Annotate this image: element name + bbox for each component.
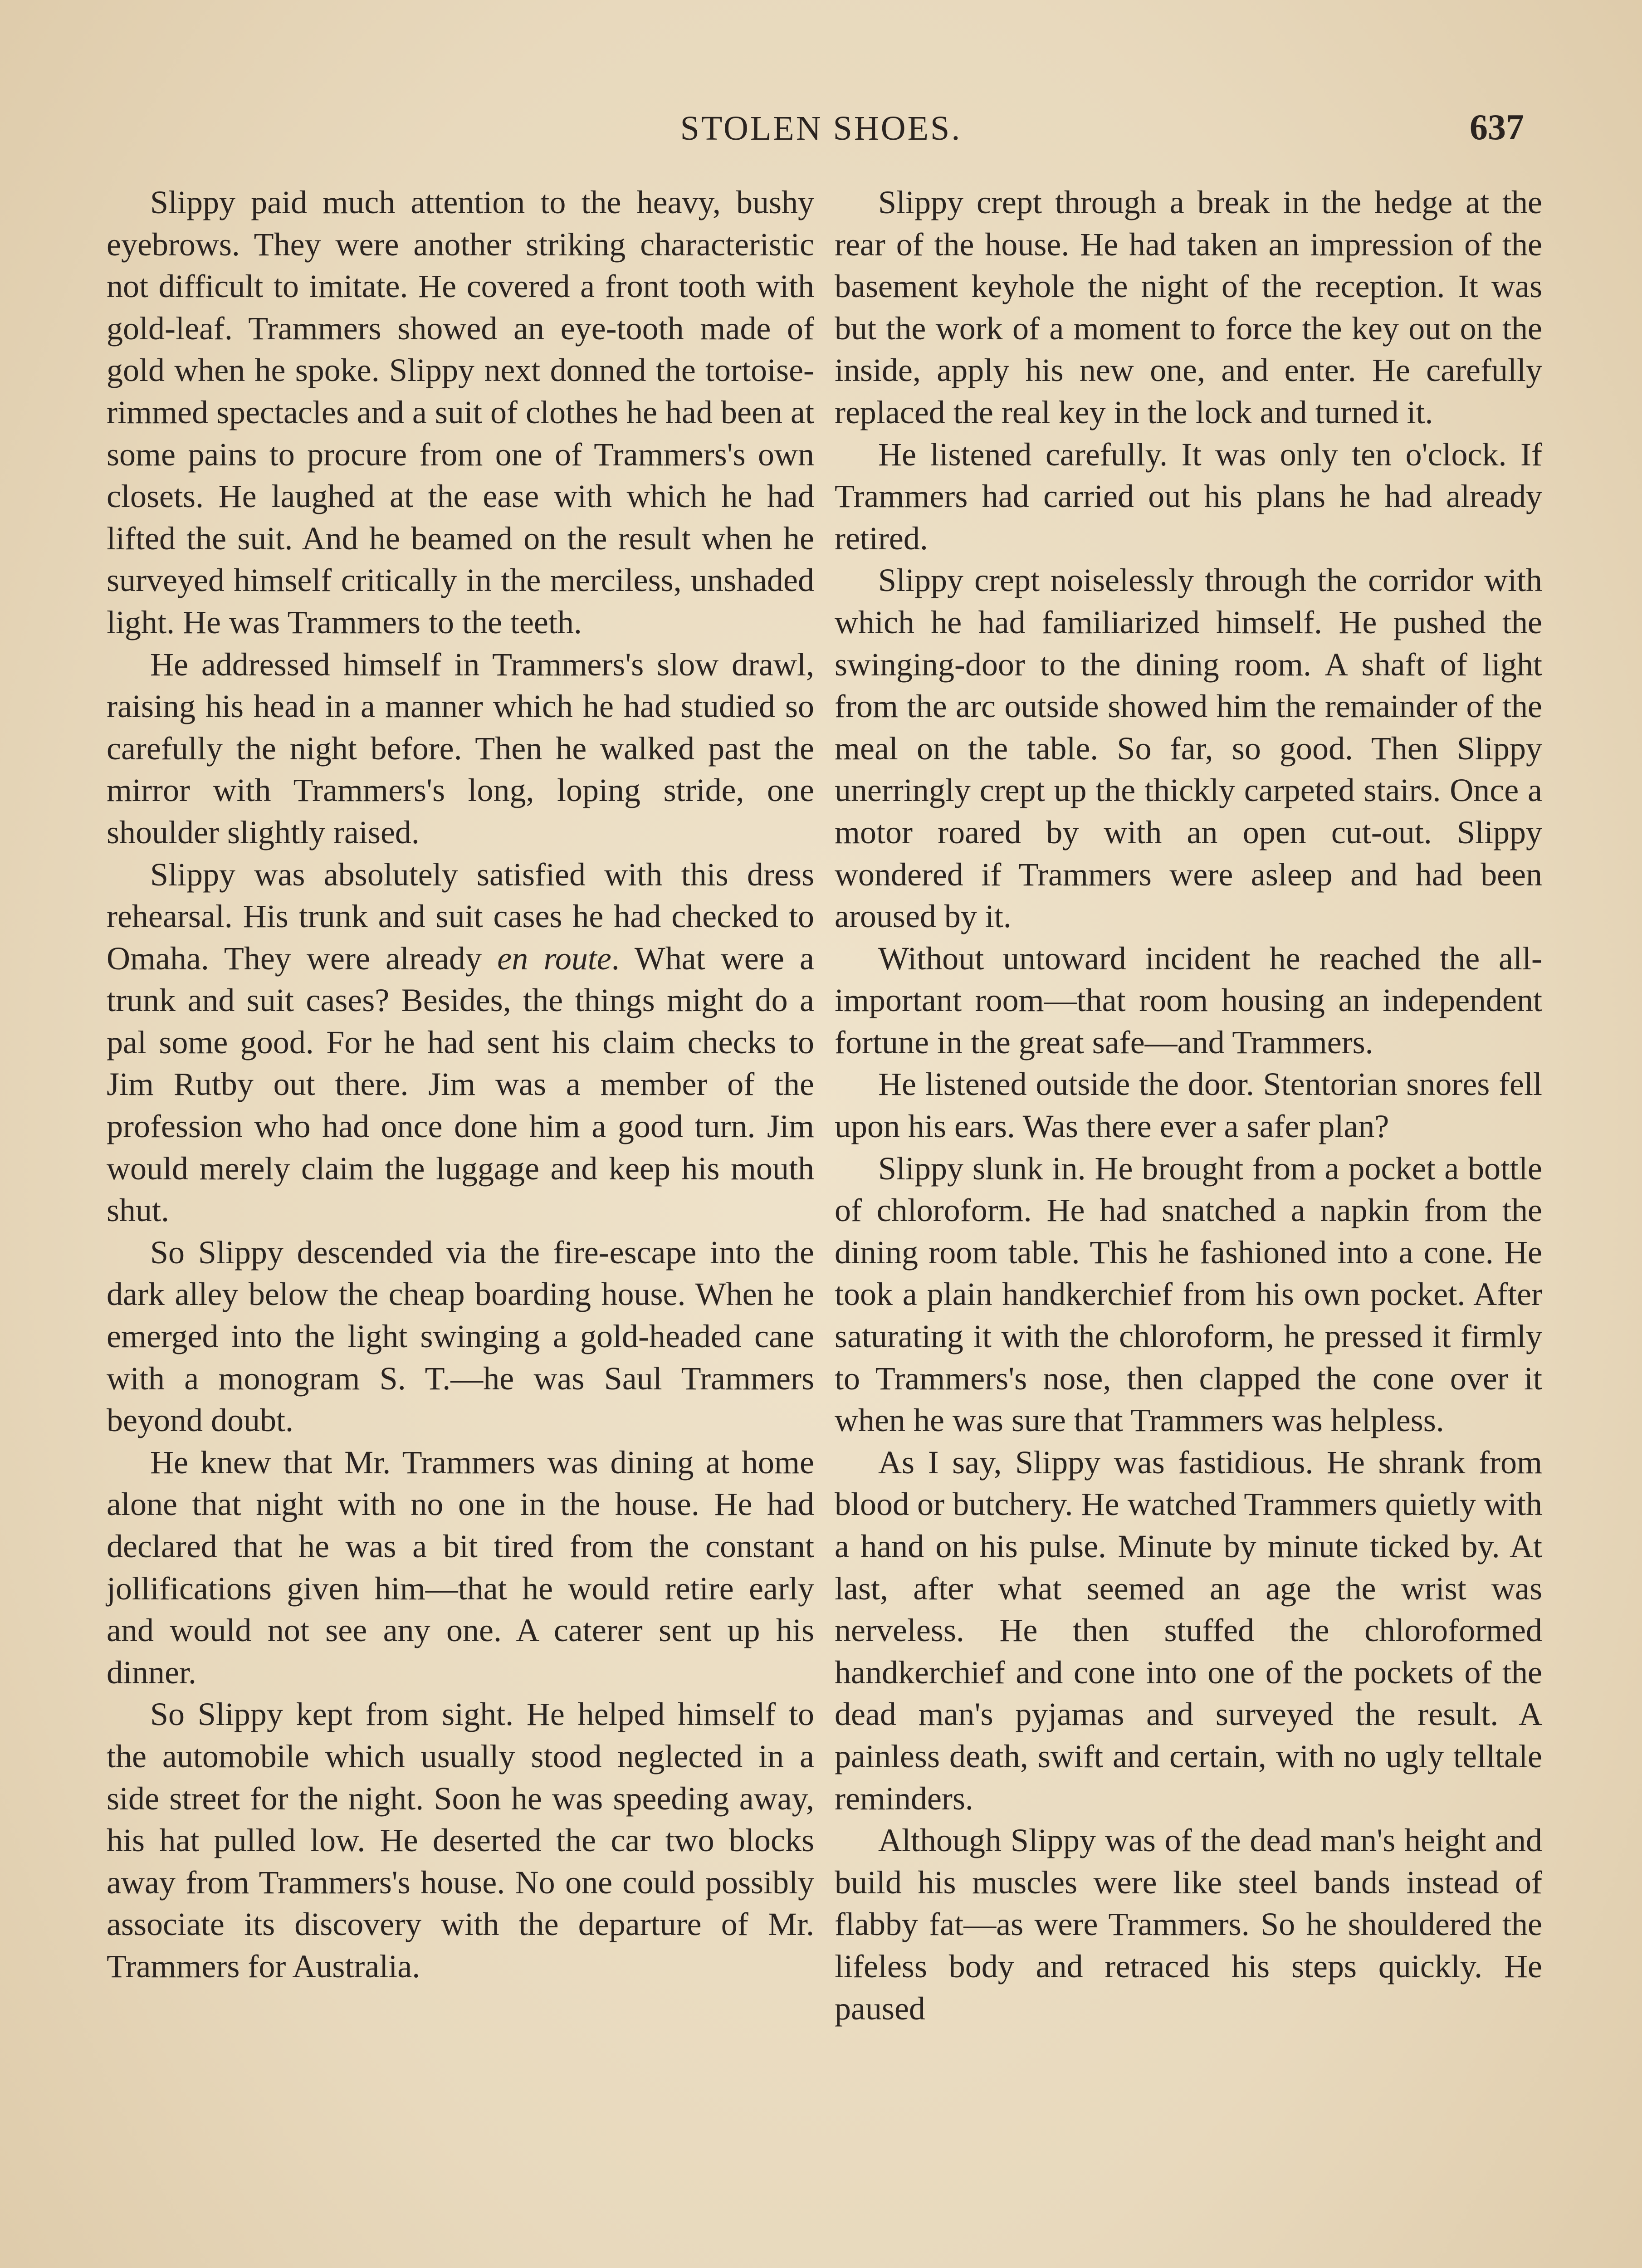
page-number: 637 bbox=[1470, 108, 1524, 147]
paragraph: He listened outside the door. Stentorian snores fell upon his ears. Was there ever a safer plan? bbox=[835, 1066, 1542, 1145]
paragraph: Although Slippy was of the dead man's height and build his muscles were like steel bands instead of flabby fat—as were Trammers. So he shouldered the lifeless body and retraced his steps quickly. He paused bbox=[835, 1822, 1542, 2027]
paragraph: He addressed himself in Trammers's slow drawl, raising his head in a manner which he had studied so carefully the night before. Then he walked past the mirror with Trammers's long, loping stride, one shoulder slightly raised. bbox=[107, 646, 814, 850]
paragraph bbox=[107, 854, 814, 1232]
right-column bbox=[835, 181, 1542, 2029]
paragraph: He listened carefully. It was only ten o'clock. If Trammers had carried out his plans he had already retired. bbox=[835, 436, 1542, 557]
paragraph: Slippy crept noiselessly through the corridor with which he had familiarized himself. He pushed the swinging-door to the dining room. A shaft of light from the arc outside showed him the remainder of the meal on the table. So far, so good. Then Slippy unerringly crept up the thickly carpeted stairs. Once a motor roared by with an open cut-out. Slippy wondered if Trammers were asleep and had been aroused by it. bbox=[835, 562, 1542, 935]
paragraph: Slippy slunk in. He brought from a pocket a bottle of chloroform. He had snatched a napkin from the dining room table. This he fashioned into a cone. He took a plain handkerchief from his own pocket. After saturating it with the chloroform, he pressed it firmly to Trammers's nose, then clapped the cone over it when he was sure that Trammers was helpless. bbox=[835, 1150, 1542, 1439]
text-run: Slippy was absolutely satisfied with this dress rehearsal. His trunk and suit cases he had checked to Omaha. They were already bbox=[107, 856, 814, 977]
paragraph: So Slippy descended via the fire-escape into the dark alley below the cheap boarding house. When he emerged into the light swinging a gold-headed cane with a monogram S. T.—he was Saul Trammers beyond doubt. bbox=[107, 1234, 814, 1439]
paragraph: Slippy crept through a break in the hedge at the rear of the house. He had taken an impression of the basement keyhole the night of the reception. It was but the work of a moment to force the key out on the inside, apply his new one, and enter. He carefully replaced the real key in the lock and turned it. bbox=[835, 184, 1542, 430]
text-run: . What were a trunk and suit cases? Besides, the things might do a pal some good. For he had sent his claim checks to Jim Rutby out there. Jim was a member of the profession who had once done him a good turn. Jim would merely claim the luggage and keep his mouth shut. bbox=[107, 940, 814, 1229]
paragraph: Slippy paid much attention to the heavy, bushy eyebrows. They were another striking characteristic not difficult to imitate. He covered a front tooth with gold-leaf. Trammers showed an eye-tooth made of gold when he spoke. Slippy next donned the tortoise-rimmed spectacles and a suit of clothes he had been at some pains to procure from one of Trammers's own closets. He laughed at the ease with which he had lifted the suit. And he beamed on the result when he surveyed himself critically in the merciless, unshaded light. He was Trammers to the teeth. bbox=[107, 184, 814, 640]
italic-phrase: en route bbox=[497, 940, 611, 977]
left-column bbox=[107, 181, 814, 1988]
paragraph: So Slippy kept from sight. He helped himself to the automobile which usually stood neglected in a side street for the night. Soon he was speeding away, his hat pulled low. He deserted the car two blocks away from Trammers's house. No one could possibly associate its discovery with the departure of Mr. Trammers for Australia. bbox=[107, 1696, 814, 1984]
paragraph: Without untoward incident he reached the all-important room—that room housing an independent fortune in the great safe—and Trammers. bbox=[835, 940, 1542, 1061]
running-header-title: STOLEN SHOES. bbox=[680, 109, 962, 147]
paragraph: As I say, Slippy was fastidious. He shrank from blood or butchery. He watched Trammers quietly with a hand on his pulse. Minute by minute ticked by. At last, after what seemed an age the wrist was nerveless. He then stuffed the chloroformed handkerchief and cone into one of the pockets of the dead man's pyjamas and surveyed the result. A painless death, swift and certain, with no ugly telltale reminders. bbox=[835, 1444, 1542, 1817]
paragraph: He knew that Mr. Trammers was dining at home alone that night with no one in the house. He had declared that he was a bit tired from the constant jollifications given him—that he would retire early and would not see any one. A caterer sent up his dinner. bbox=[107, 1444, 814, 1691]
